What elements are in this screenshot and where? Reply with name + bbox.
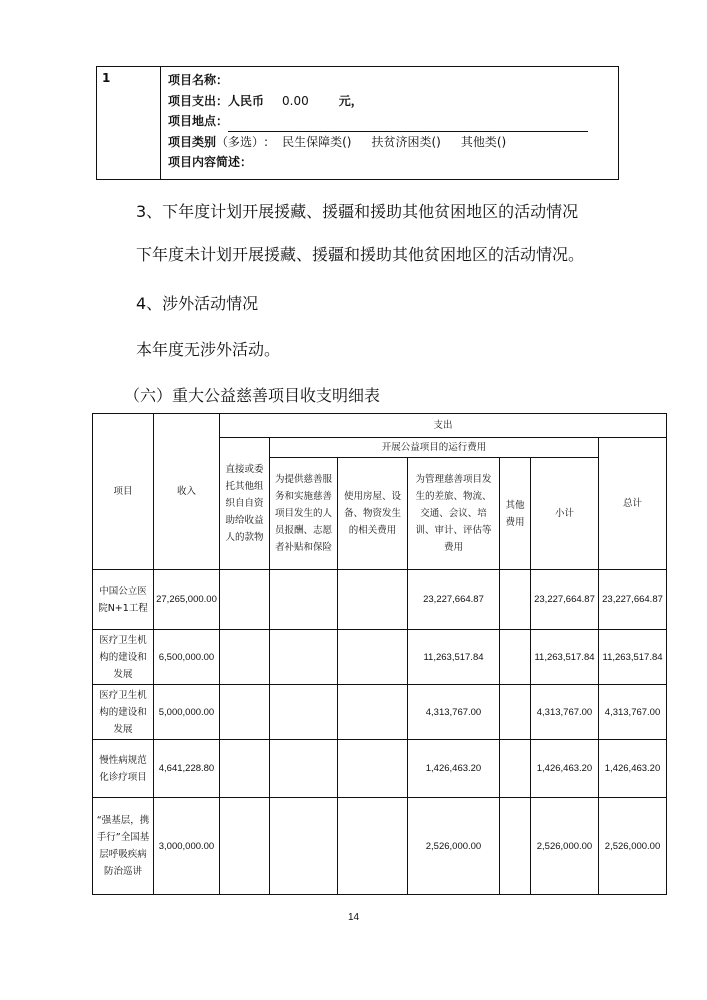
project-expense-line: [168, 91, 588, 112]
expense-detail-table: [92, 413, 667, 895]
row-subtotal: 11,263,517.84: [531, 630, 599, 685]
header-management: 为管理慈善项目发生的差旅、物流、交通、会议、培训、审计、评估等费用: [408, 458, 500, 570]
row-income: 27,265,000.00: [154, 570, 220, 630]
section-heading-3: 3、下年度计划开展援藏、援疆和援助其他贫困地区的活动情况: [136, 202, 579, 221]
row-project-name: 医疗卫生机构的建设和发展: [93, 630, 154, 685]
row-facility: [338, 570, 408, 630]
project-summary-label: 项目内容简述：: [168, 155, 253, 169]
table-row: [93, 570, 667, 630]
project-info-box: [96, 66, 619, 180]
category-option-livelihood: 民生保障类(): [282, 134, 352, 149]
row-direct: [220, 740, 270, 798]
row-subtotal: 2,526,000.00: [531, 798, 599, 895]
row-other: [500, 798, 531, 895]
project-category-line: [168, 132, 588, 153]
location-underline: [228, 119, 588, 132]
table-row: [93, 685, 667, 740]
header-subtotal: 小计: [531, 458, 599, 570]
row-management: 23,227,664.87: [408, 570, 500, 630]
header-operating: 开展公益项目的运行费用: [270, 438, 599, 458]
table-title: （六）重大公益慈善项目收支明细表: [124, 386, 381, 405]
row-total: 1,426,463.20: [599, 740, 667, 798]
project-location-label: 项目地点：: [168, 114, 229, 128]
header-personnel: 为提供慈善服务和实施慈善项目发生的人员报酬、志愿者补贴和保险: [270, 458, 338, 570]
row-total: 23,227,664.87: [599, 570, 667, 630]
table-row: [93, 740, 667, 798]
row-management: 4,313,767.00: [408, 685, 500, 740]
header-project: 项目: [93, 414, 154, 570]
header-row-1: [93, 414, 667, 438]
row-income: 6,500,000.00: [154, 630, 220, 685]
header-expense: 支出: [220, 414, 667, 438]
row-other: [500, 630, 531, 685]
row-income: 3,000,000.00: [154, 798, 220, 895]
row-facility: [338, 740, 408, 798]
row-direct: [220, 685, 270, 740]
project-expense-unit: 元，: [338, 93, 363, 108]
row-management: 2,526,000.00: [408, 798, 500, 895]
box-divider: [160, 67, 161, 179]
row-direct: [220, 630, 270, 685]
row-personnel: [270, 630, 338, 685]
project-category-label: 项目类别: [168, 134, 217, 149]
row-facility: [338, 798, 408, 895]
row-facility: [338, 630, 408, 685]
row-subtotal: 23,227,664.87: [531, 570, 599, 630]
header-income: 收入: [154, 414, 220, 570]
row-project-name: 医疗卫生机构的建设和发展: [93, 685, 154, 740]
row-management: 11,263,517.84: [408, 630, 500, 685]
header-total: 总计: [599, 438, 667, 570]
row-project-name: 慢性病规范化诊疗项目: [93, 740, 154, 798]
row-total: 4,313,767.00: [599, 685, 667, 740]
row-project-name: “强基层，携手行”全国基层呼吸疾病防治巡讲: [93, 798, 154, 895]
section-heading-4: 4、涉外活动情况: [136, 294, 259, 313]
table-row: [93, 630, 667, 685]
category-option-other: 其他类(): [460, 134, 507, 149]
row-personnel: [270, 685, 338, 740]
row-personnel: [270, 798, 338, 895]
row-direct: [220, 798, 270, 895]
project-fields: [168, 70, 588, 173]
row-direct: [220, 570, 270, 630]
header-facility: 使用房屋、设备、物资发生的相关费用: [338, 458, 408, 570]
project-number: 1: [102, 71, 111, 85]
header-other: 其他费用: [500, 458, 531, 570]
project-expense-amount: 0.00: [282, 93, 309, 108]
row-income: 5,000,000.00: [154, 685, 220, 740]
row-personnel: [270, 570, 338, 630]
row-income: 4,641,228.80: [154, 740, 220, 798]
row-subtotal: 1,426,463.20: [531, 740, 599, 798]
row-total: 2,526,000.00: [599, 798, 667, 895]
project-name-label: 项目名称：: [168, 73, 229, 87]
row-other: [500, 685, 531, 740]
row-subtotal: 4,313,767.00: [531, 685, 599, 740]
category-option-poverty: 扶贫济困类(): [371, 134, 441, 149]
project-location-line: [168, 111, 588, 132]
row-other: [500, 570, 531, 630]
row-facility: [338, 685, 408, 740]
row-personnel: [270, 740, 338, 798]
row-other: [500, 740, 531, 798]
page-number: 14: [347, 912, 360, 923]
table-row: [93, 798, 667, 895]
row-project-name: 中国公立医院N+1工程: [93, 570, 154, 630]
row-total: 11,263,517.84: [599, 630, 667, 685]
row-management: 1,426,463.20: [408, 740, 500, 798]
project-category-hint: （多选）:: [216, 134, 269, 149]
project-expense-label: 项目支出：人民币: [168, 93, 265, 108]
section-text-3: 下年度未计划开展援藏、援疆和援助其他贫困地区的活动情况。: [136, 245, 585, 264]
header-direct: 直接或委托其他组织自自资助给收益人的款物: [220, 438, 270, 570]
section-text-4: 本年度无涉外活动。: [136, 340, 281, 359]
